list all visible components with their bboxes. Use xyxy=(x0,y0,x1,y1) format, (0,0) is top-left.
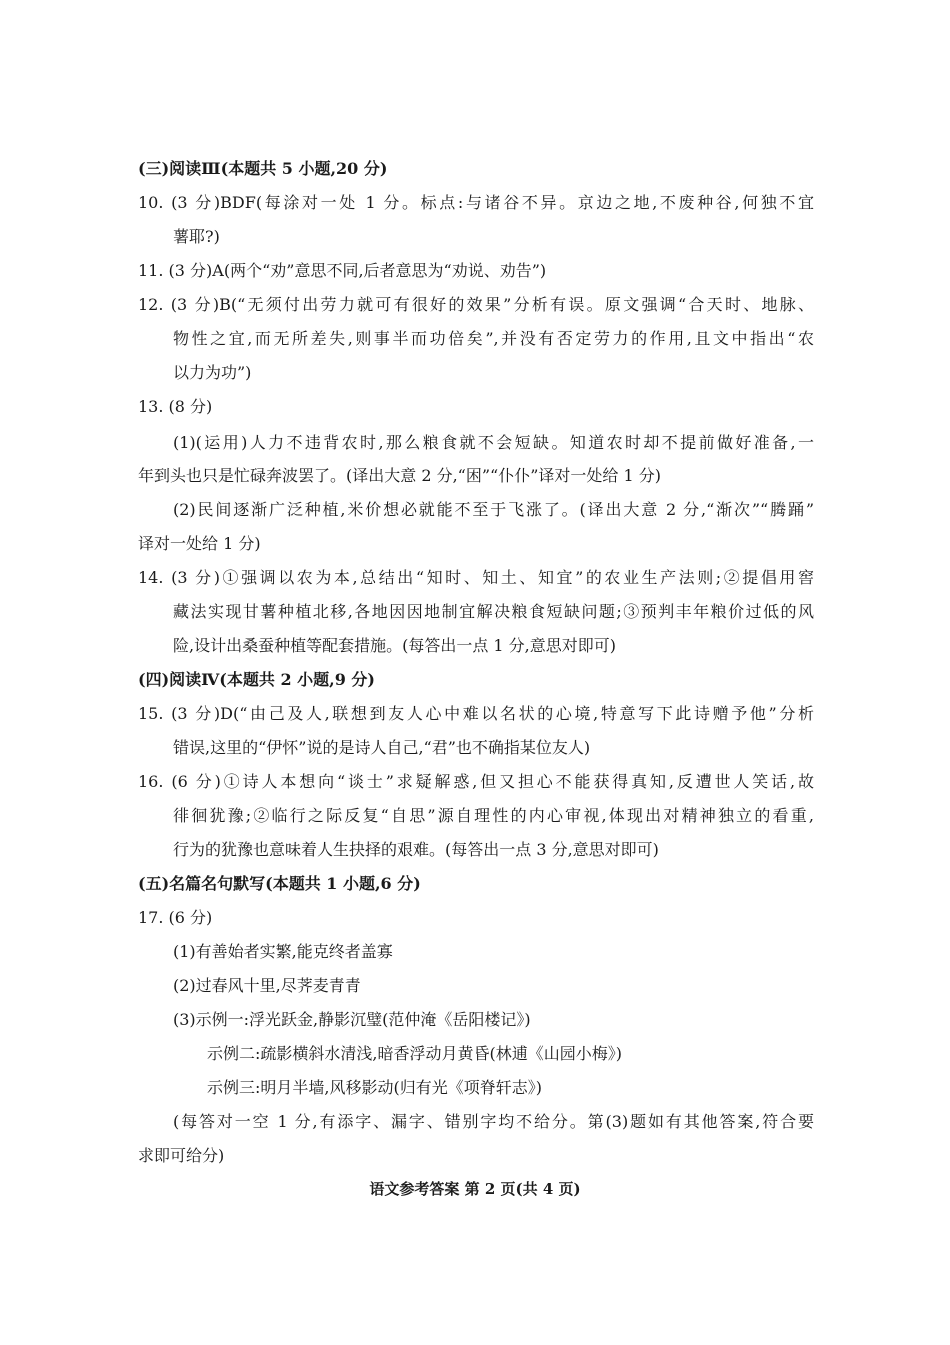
q17-answer-1: (1)有善始者实繁,能克终者盖寡 xyxy=(173,942,393,961)
section-5-heading: (五)名篇名句默写(本题共 1 小题,6 分) xyxy=(138,874,421,893)
q17-note-line-1: (每答对一空 1 分,有添字、漏字、错别字均不给分。第(3)题如有其他答案,符合要 xyxy=(173,1112,814,1131)
q11-line-1: 11. (3 分)A(两个“劝”意思不同,后者意思为“劝说、劝告”) xyxy=(138,261,547,280)
q16-line-2: 徘徊犹豫;②临行之际反复“自思”源自理性的内心审视,体现出对精神独立的看重, xyxy=(173,806,814,825)
q17-answer-2: (2)过春风十里,尽荠麦青青 xyxy=(173,976,361,995)
q17-line-1: 17. (6 分) xyxy=(138,908,213,927)
page-footer: 语文参考答案 第 2 页(共 4 页) xyxy=(369,1180,581,1198)
q14-line-1: 14. (3 分)①强调以农为本,总结出“知时、知土、知宜”的农业生产法则;②提倡用窖 xyxy=(138,568,814,587)
q12-line-2: 物性之宜,而无所差失,则事半而功倍矣”,并没有否定劳力的作用,且文中指出“农 xyxy=(173,329,814,348)
q17-note-line-2: 求即可给分) xyxy=(138,1146,225,1165)
q13-part1-line-1: (1)(运用)人力不违背农时,那么粮食就不会短缺。知道农时却不提前做好准备,一 xyxy=(173,433,814,452)
q12-line-3: 以力为功”) xyxy=(173,363,252,382)
q16-line-3: 行为的犹豫也意味着人生抉择的艰难。(每答出一点 3 分,意思对即可) xyxy=(173,840,659,859)
q14-line-3: 险,设计出桑蚕种植等配套措施。(每答出一点 1 分,意思对即可) xyxy=(173,636,617,655)
q13-line-1: 13. (8 分) xyxy=(138,397,213,416)
section-4-heading: (四)阅读Ⅳ(本题共 2 小题,9 分) xyxy=(138,670,375,689)
q12-line-1: 12. (3 分)B(“无须付出劳力就可有很好的效果”分析有误。原文强调“合天时、地脉、 xyxy=(138,295,814,314)
q10-line-1: 10. (3 分)BDF(每涂对一处 1 分。标点:与诸谷不异。京边之地,不废种谷,何独不宜 xyxy=(138,193,814,212)
q16-line-1: 16. (6 分)①诗人本想向“谈士”求疑解惑,但又担心不能获得真知,反遭世人笑话,故 xyxy=(138,772,814,791)
q14-line-2: 藏法实现甘薯种植北移,各地因因地制宜解决粮食短缺问题;③预判丰年粮价过低的风 xyxy=(173,602,814,621)
section-3-heading: (三)阅读Ⅲ(本题共 5 小题,20 分) xyxy=(138,159,388,178)
q13-part1-line-2: 年到头也只是忙碌奔波罢了。(译出大意 2 分,“困”“仆仆”译对一处给 1 分) xyxy=(138,466,661,485)
q13-part2-line-1: (2)民间逐渐广泛种植,米价想必就能不至于飞涨了。(译出大意 2 分,“渐次”“腾踊” xyxy=(173,500,814,519)
q15-line-1: 15. (3 分)D(“由己及人,联想到友人心中难以名状的心境,特意写下此诗赠予他”分析 xyxy=(138,704,814,723)
q13-part2-line-2: 译对一处给 1 分) xyxy=(138,534,261,553)
q15-line-2: 错误,这里的“伊怀”说的是诗人自己,“君”也不确指某位友人) xyxy=(173,738,591,757)
q17-answer-3: (3)示例一:浮光跃金,静影沉璧(范仲淹《岳阳楼记》) xyxy=(173,1010,531,1029)
q17-example-3: 示例三:明月半墙,风移影动(归有光《项脊轩志》) xyxy=(207,1078,542,1097)
q17-example-2: 示例二:疏影横斜水清浅,暗香浮动月黄昏(林逋《山园小梅》) xyxy=(207,1044,622,1063)
q10-line-2: 薯耶?) xyxy=(173,227,220,246)
